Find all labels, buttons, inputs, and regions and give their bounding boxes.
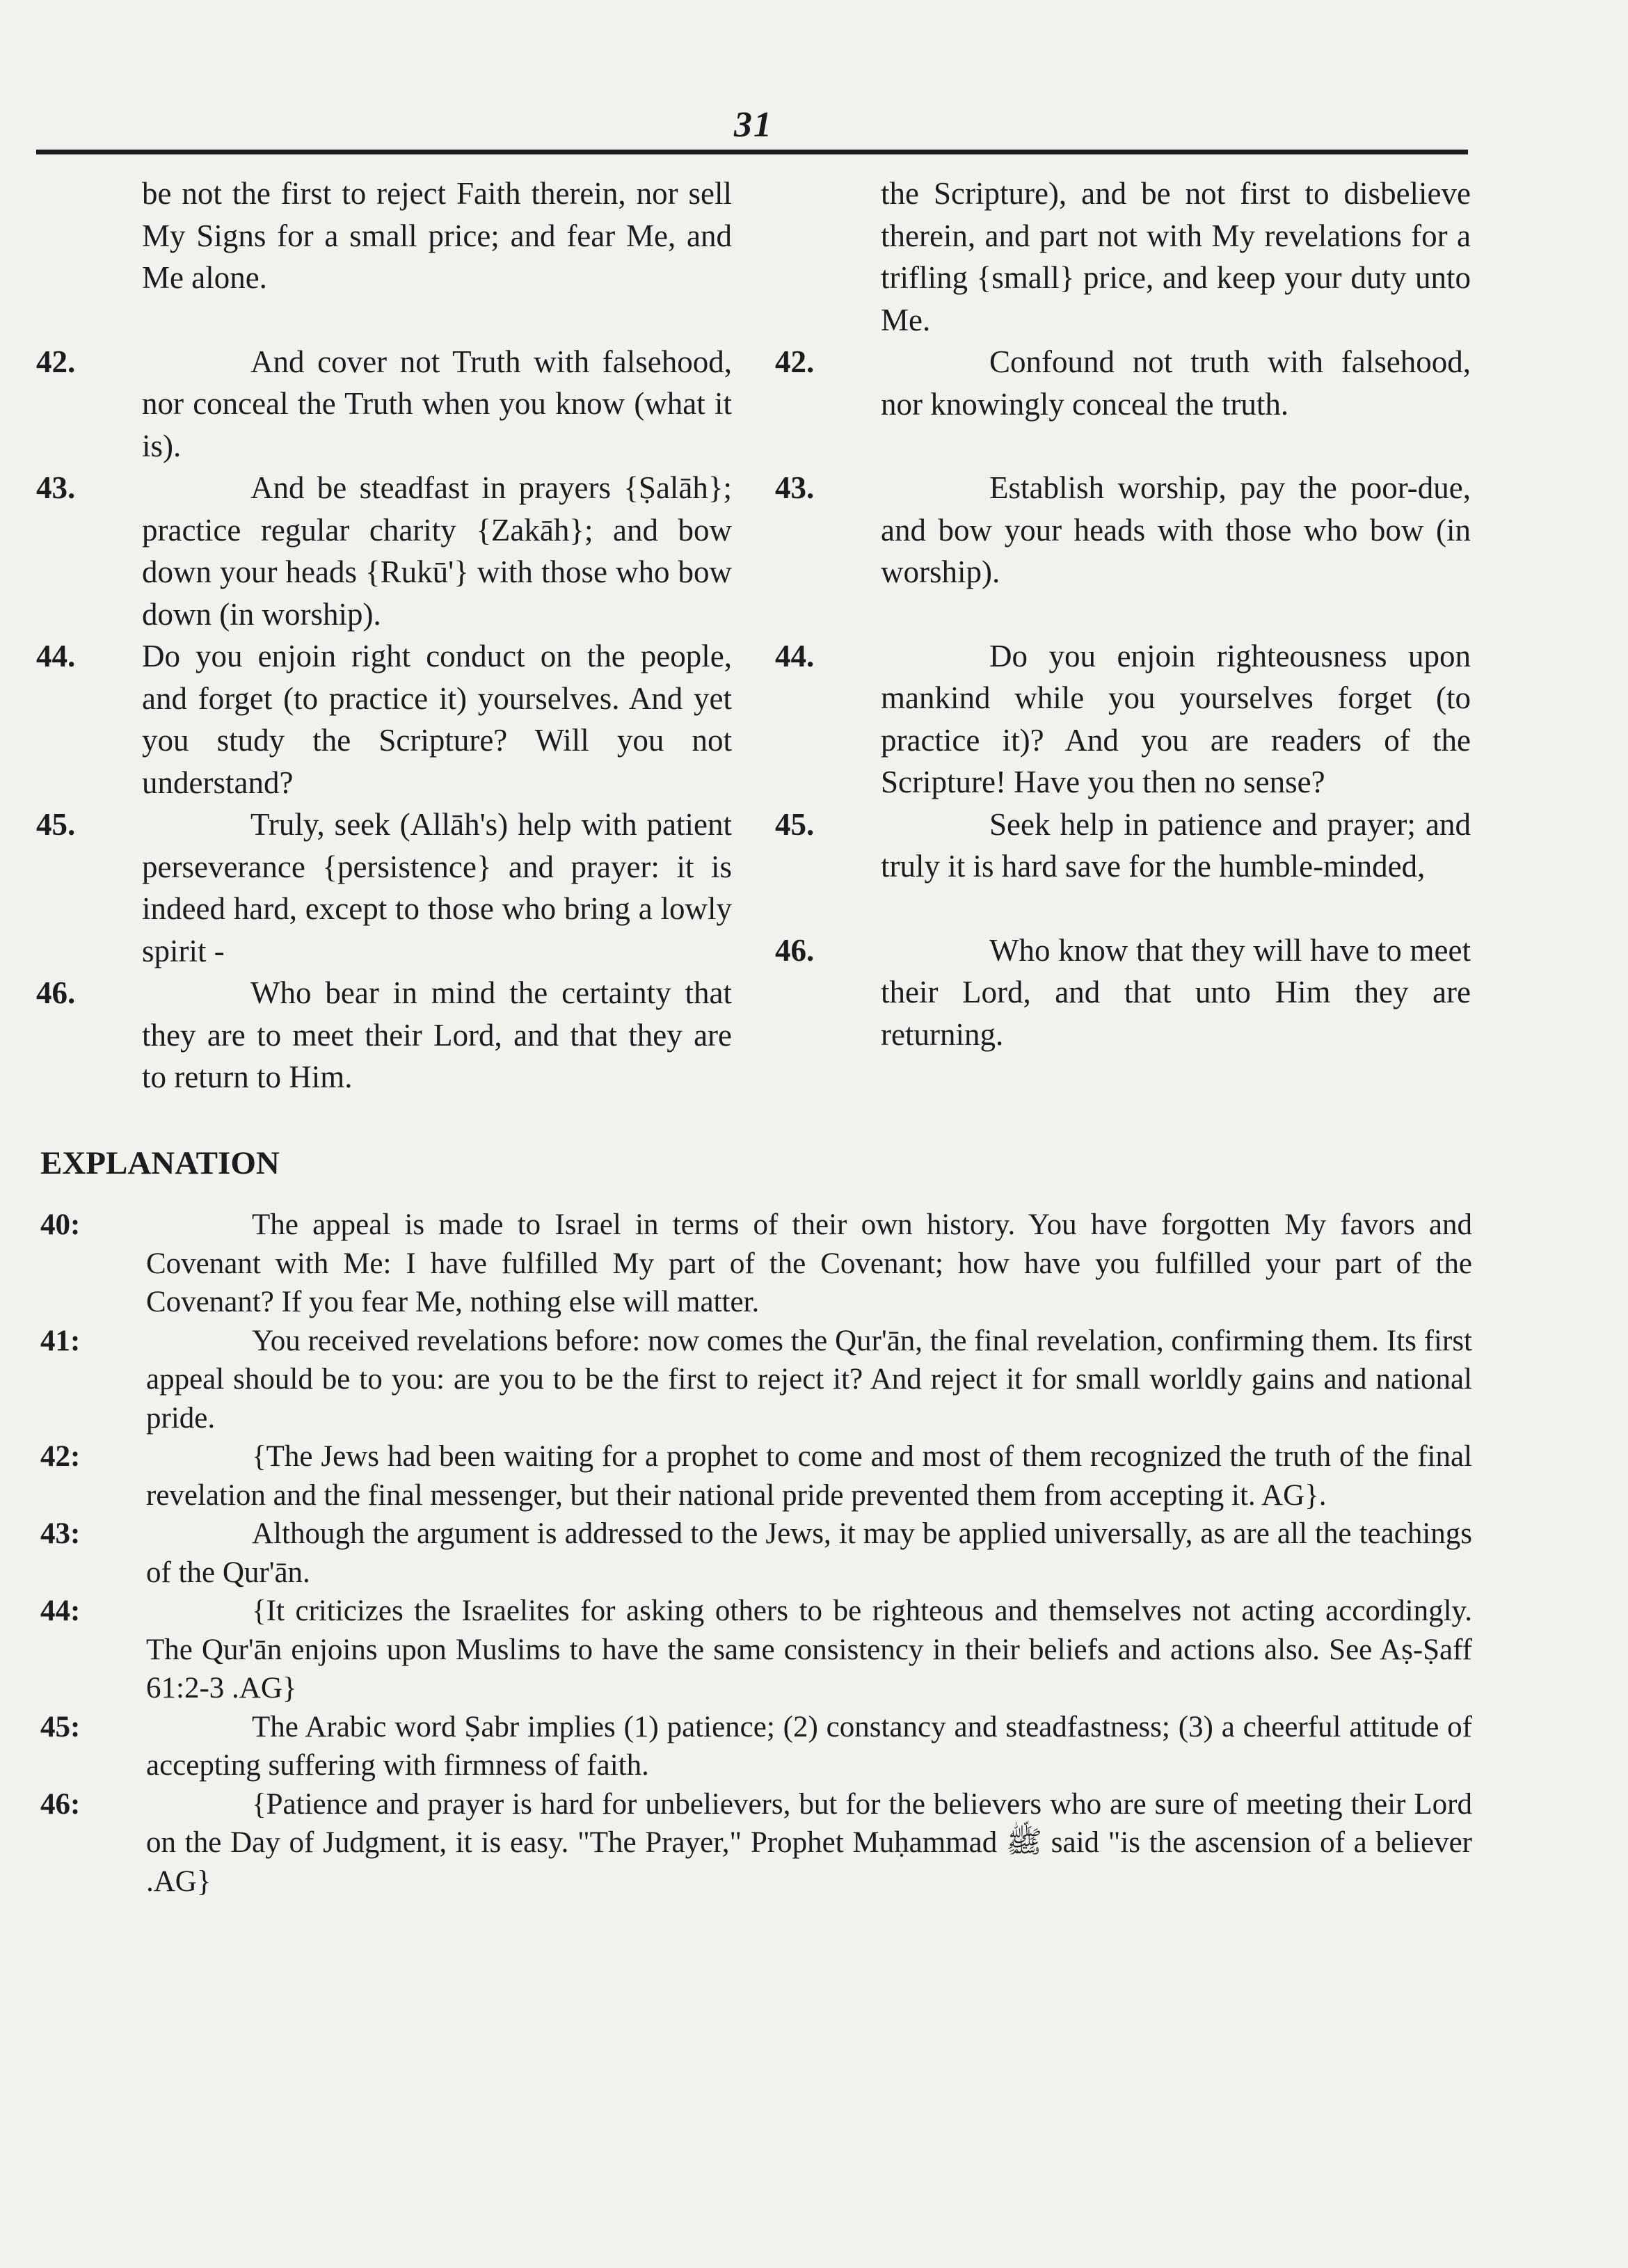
explanation-heading: EXPLANATION — [40, 1145, 280, 1181]
verse-45 — [36, 804, 732, 972]
explanation-text: The Arabic word Ṣabr implies (1) patience; (2) constancy and steadfastness; (3) a cheerful attitude of accepting suffering with firmness of faith. — [146, 1710, 1472, 1782]
verse-text: And be steadfast in prayers {Ṣalāh}; practice regular charity {Zakāh}; and bow down your heads {Rukū'} with those who bow down (in worship). — [142, 470, 732, 632]
page-number: 31 — [734, 105, 773, 145]
verse-text: be not the first to reject Faith therein, nor sell My Signs for a small price; and fear Me, and Me alone. — [142, 176, 732, 295]
verse-43 — [775, 467, 1471, 593]
verse-text: Do you enjoin righteousness upon mankind while you yourselves forget (to practice it)? And you are readers of the Scripture! Have you then no sense? — [881, 638, 1471, 799]
left-column — [36, 173, 732, 1099]
explanation-item-43 — [40, 1515, 1472, 1592]
verse-number: 45. — [775, 806, 815, 842]
explanation-number: 44: — [40, 1595, 81, 1627]
explanation-text: Although the argument is addressed to the Jews, it may be applied universally, as are all the teachings of the Qur'ān. — [146, 1517, 1472, 1589]
header-rule — [36, 150, 1468, 154]
verse-continuation — [775, 173, 1471, 341]
verse-number: 43. — [36, 470, 76, 505]
spacer — [775, 425, 1471, 467]
verse-42 — [775, 341, 1471, 425]
explanation-text: You received revelations before: now comes the Qur'ān, the final revelation, confirming them. Its first appeal should be to you: are you to be the first to reject it? And reject it for small worldly gains and national pride. — [146, 1324, 1472, 1435]
explanation-item-46 — [40, 1785, 1472, 1901]
verse-number: 42. — [775, 344, 815, 379]
verse-45 — [775, 804, 1471, 888]
explanation-number: 43: — [40, 1517, 81, 1550]
verse-number: 44. — [36, 639, 76, 673]
explanation-list — [40, 1206, 1472, 1901]
explanation-text: {The Jews had been waiting for a prophet to come and most of them recognized the truth of the final revelation and the final messenger, but their national pride prevented them from accepting it. AG}. — [146, 1440, 1472, 1512]
verse-number: 43. — [775, 470, 815, 505]
explanation-text: {Patience and prayer is hard for unbelievers, but for the believers who are sure of meeting their Lord on the Day of Judgment, it is easy. "The Prayer," Prophet Muḥammad ﷺ said "is the ascension of a believer .AG} — [146, 1787, 1472, 1898]
verse-number: 46. — [36, 975, 76, 1010]
verse-number: 46. — [775, 932, 815, 968]
explanation-item-45 — [40, 1708, 1472, 1785]
explanation-text: The appeal is made to Israel in terms of their own history. You have forgotten My favors and Covenant with Me: I have fulfilled My part of the Covenant; how have you fulfilled your part of the Covenant? If you fear Me, nothing else will matter. — [146, 1208, 1472, 1318]
explanation-item-41 — [40, 1322, 1472, 1438]
verse-43 — [36, 467, 732, 635]
verse-number: 44. — [775, 638, 815, 673]
verse-44 — [775, 635, 1471, 804]
verse-46 — [36, 972, 732, 1099]
explanation-item-40 — [40, 1206, 1472, 1322]
explanation-item-44 — [40, 1592, 1472, 1708]
verse-text: the Scripture), and be not first to disbelieve therein, and part not with My revelations for a trifling {small} price, and keep your duty unto Me. — [881, 176, 1471, 337]
verse-text: Do you enjoin right conduct on the people, and forget (to practice it) yourselves. And yet you study the Scripture? Will you not understand? — [142, 639, 732, 800]
explanation-text: {It criticizes the Israelites for asking others to be righteous and themselves not acting accordingly. The Qur'ān enjoins upon Muslims to have the same consistency in their beliefs and actions also. See Aṣ-Ṣaff 61:2-3 .AG} — [146, 1595, 1472, 1704]
explanation-number: 42: — [40, 1440, 81, 1473]
verse-number: 45. — [36, 807, 76, 842]
spacer — [36, 299, 732, 341]
verse-text: And cover not Truth with falsehood, nor conceal the Truth when you know (what it is). — [142, 344, 732, 463]
verse-44 — [36, 635, 732, 804]
explanation-number: 40: — [40, 1208, 81, 1241]
verse-text: Seek help in patience and prayer; and truly it is hard save for the humble-minded, — [881, 806, 1471, 884]
spacer — [775, 888, 1471, 929]
verse-46 — [775, 929, 1471, 1056]
explanation-number: 46: — [40, 1787, 81, 1821]
verse-text: Truly, seek (Allāh's) help with patient perseverance {persistence} and prayer: it is indeed hard, except to those who bring a lowly spirit - — [142, 807, 732, 968]
explanation-item-42 — [40, 1437, 1472, 1515]
verse-text: Who know that they will have to meet their Lord, and that unto Him they are returning. — [881, 932, 1471, 1052]
verse-42 — [36, 341, 732, 468]
verse-text: Who bear in mind the certainty that they are to meet their Lord, and that they are to return to Him. — [142, 975, 732, 1094]
verse-number: 42. — [36, 344, 76, 379]
explanation-number: 41: — [40, 1324, 81, 1357]
right-column — [775, 173, 1471, 1055]
spacer — [775, 593, 1471, 635]
verse-continuation — [36, 173, 732, 299]
verse-text: Establish worship, pay the poor-due, and bow your heads with those who bow (in worship). — [881, 470, 1471, 589]
verse-text: Confound not truth with falsehood, nor knowingly conceal the truth. — [881, 344, 1471, 422]
explanation-number: 45: — [40, 1710, 81, 1743]
